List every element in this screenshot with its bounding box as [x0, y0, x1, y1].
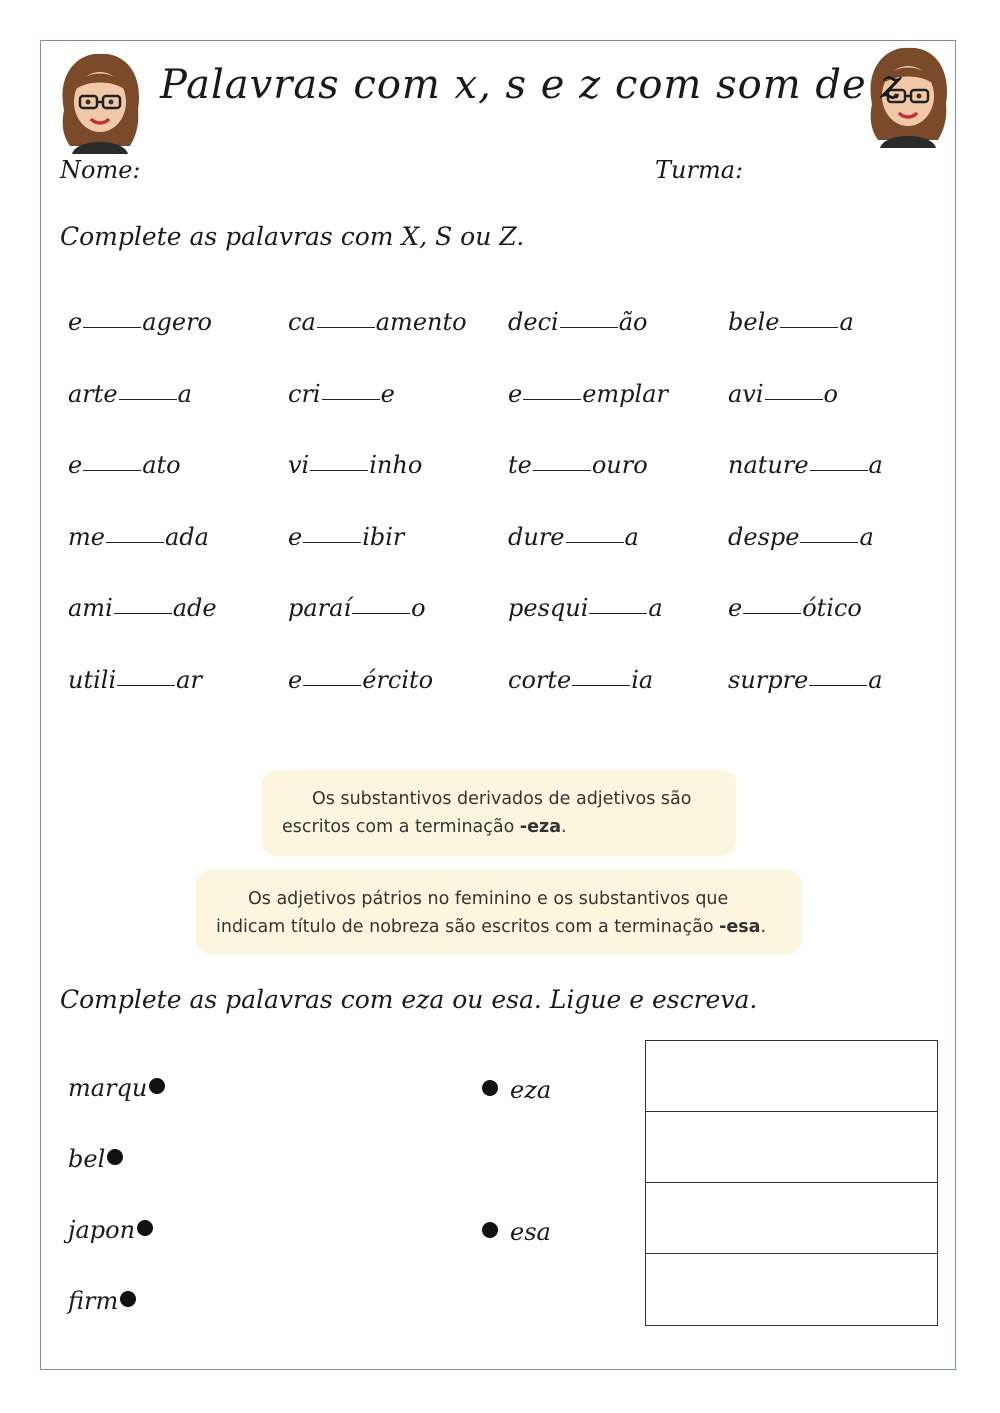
blank-line[interactable]	[809, 684, 867, 686]
word-suffix: e	[380, 380, 395, 408]
word-prefix: me	[68, 523, 105, 551]
connector-dot[interactable]	[482, 1222, 498, 1238]
word-prefix: e	[728, 594, 743, 622]
note-esa: Os adjetivos pátrios no feminino e os substantivos que indicam título de nobreza são escritos com a terminação -esa.	[196, 870, 802, 954]
word-prefix: despe	[728, 523, 800, 551]
word-suffix: a	[839, 308, 854, 336]
fill-in-word[interactable]	[508, 523, 639, 551]
word-prefix: e	[288, 666, 303, 694]
left-word-marqu[interactable]: marqu	[68, 1074, 165, 1102]
connector-dot[interactable]	[137, 1220, 153, 1236]
left-word-bel[interactable]: bel	[68, 1145, 123, 1173]
word-suffix: ada	[164, 523, 209, 551]
word-suffix: a	[177, 380, 192, 408]
word-prefix: ami	[68, 594, 113, 622]
word-suffix: o	[411, 594, 426, 622]
answer-cell[interactable]	[646, 1041, 937, 1112]
blank-line[interactable]	[743, 612, 801, 614]
fill-in-word[interactable]	[728, 451, 883, 479]
exercise1-instruction: Complete as palavras com X, S ou Z.	[60, 222, 525, 251]
fill-in-word[interactable]	[288, 451, 422, 479]
blank-line[interactable]	[83, 326, 141, 328]
blank-line[interactable]	[589, 612, 647, 614]
note-esa-suffix: -esa	[719, 917, 761, 937]
word-suffix: a	[868, 666, 883, 694]
word-suffix: agero	[142, 308, 212, 336]
word-suffix: a	[859, 523, 874, 551]
word-suffix: emplar	[582, 380, 668, 408]
answer-cell[interactable]	[646, 1183, 937, 1254]
word-prefix: bele	[728, 308, 780, 336]
blank-line[interactable]	[303, 684, 361, 686]
fill-in-word[interactable]	[728, 380, 838, 408]
word-prefix: e	[508, 380, 523, 408]
blank-line[interactable]	[303, 541, 361, 543]
word-prefix: utili	[68, 666, 117, 694]
word-suffix: ouro	[591, 451, 648, 479]
word-prefix: pesqui	[508, 594, 589, 622]
blank-line[interactable]	[765, 398, 823, 400]
blank-line[interactable]	[352, 612, 410, 614]
word-suffix: ibir	[362, 523, 405, 551]
fill-in-word[interactable]	[728, 523, 874, 551]
blank-line[interactable]	[572, 684, 630, 686]
word-suffix: o	[823, 380, 838, 408]
word-prefix: corte	[508, 666, 572, 694]
word-prefix: nature	[728, 451, 809, 479]
fill-in-word[interactable]	[508, 594, 663, 622]
word-prefix: e	[68, 451, 83, 479]
blank-line[interactable]	[780, 326, 838, 328]
connector-dot[interactable]	[149, 1078, 165, 1094]
blank-line[interactable]	[119, 398, 177, 400]
word-suffix: amento	[375, 308, 467, 336]
connector-dot[interactable]	[482, 1080, 498, 1096]
blank-line[interactable]	[523, 398, 581, 400]
fill-in-word[interactable]	[728, 308, 854, 336]
fill-in-word[interactable]	[68, 594, 217, 622]
fill-in-word[interactable]	[508, 451, 648, 479]
word-prefix: dure	[508, 523, 565, 551]
fill-in-word[interactable]	[728, 666, 883, 694]
word-suffix: ão	[618, 308, 648, 336]
blank-line[interactable]	[106, 541, 164, 543]
blank-line[interactable]	[83, 469, 141, 471]
ending-eza[interactable]: eza	[480, 1076, 551, 1104]
word-prefix: vi	[288, 451, 310, 479]
answer-box	[645, 1040, 938, 1326]
word-suffix: ar	[176, 666, 202, 694]
fill-in-word[interactable]	[508, 308, 647, 336]
fill-in-word[interactable]	[68, 523, 209, 551]
answer-cell[interactable]	[646, 1254, 937, 1325]
word-suffix: a	[648, 594, 663, 622]
answer-cell[interactable]	[646, 1112, 937, 1183]
word-prefix: deci	[508, 308, 559, 336]
word-prefix: paraí	[288, 594, 352, 622]
teacher-avatar-left	[52, 50, 148, 154]
fill-in-word[interactable]	[728, 594, 862, 622]
class-label: Turma:	[655, 156, 744, 184]
note-eza-suffix: -eza	[519, 817, 562, 837]
note-eza-text: Os substantivos derivados de adjetivos são escritos com a terminação	[282, 789, 692, 837]
exercise2-instruction: Complete as palavras com eza ou esa. Ligue e escreva.	[60, 985, 758, 1014]
blank-line[interactable]	[117, 684, 175, 686]
word-suffix: ato	[142, 451, 181, 479]
fill-in-word[interactable]	[508, 666, 653, 694]
blank-line[interactable]	[310, 469, 368, 471]
word-suffix: a	[624, 523, 639, 551]
connector-dot[interactable]	[107, 1149, 123, 1165]
word-prefix: surpre	[728, 666, 809, 694]
fill-in-word[interactable]	[288, 380, 395, 408]
word-prefix: avi	[728, 380, 764, 408]
note-esa-text: Os adjetivos pátrios no feminino e os substantivos que indicam título de nobreza são escritos com a terminação	[216, 889, 729, 937]
fill-in-word[interactable]	[288, 594, 426, 622]
fill-in-word[interactable]	[68, 308, 212, 336]
blank-line[interactable]	[317, 326, 375, 328]
blank-line[interactable]	[114, 612, 172, 614]
name-label: Nome:	[60, 156, 141, 184]
fill-in-word[interactable]	[288, 666, 433, 694]
ending-esa[interactable]: esa	[480, 1218, 551, 1246]
note-eza: Os substantivos derivados de adjetivos são escritos com a terminação -eza.	[262, 770, 736, 856]
blank-line[interactable]	[533, 469, 591, 471]
page-title: Palavras com x, s e z com som de z	[160, 62, 903, 108]
blank-line[interactable]	[560, 326, 618, 328]
connector-dot[interactable]	[120, 1291, 136, 1307]
word-prefix: cri	[288, 380, 321, 408]
word-suffix: ia	[631, 666, 654, 694]
blank-line[interactable]	[566, 541, 624, 543]
fill-in-word[interactable]	[288, 308, 467, 336]
word-prefix: e	[288, 523, 303, 551]
fill-in-word[interactable]	[68, 666, 202, 694]
fill-in-word[interactable]	[508, 380, 668, 408]
left-word-japon[interactable]: japon	[68, 1216, 153, 1244]
word-prefix: te	[508, 451, 532, 479]
fill-in-word[interactable]	[68, 380, 192, 408]
fill-in-word[interactable]	[288, 523, 404, 551]
blank-line[interactable]	[322, 398, 380, 400]
word-suffix: ade	[172, 594, 217, 622]
blank-line[interactable]	[810, 469, 868, 471]
fill-in-word[interactable]	[68, 451, 181, 479]
left-word-firm[interactable]: firm	[68, 1287, 136, 1315]
word-prefix: ca	[288, 308, 316, 336]
word-suffix: ótico	[802, 594, 862, 622]
word-suffix: inho	[369, 451, 423, 479]
word-suffix: a	[868, 451, 883, 479]
word-suffix: ército	[362, 666, 434, 694]
blank-line[interactable]	[800, 541, 858, 543]
word-prefix: e	[68, 308, 83, 336]
word-prefix: arte	[68, 380, 118, 408]
